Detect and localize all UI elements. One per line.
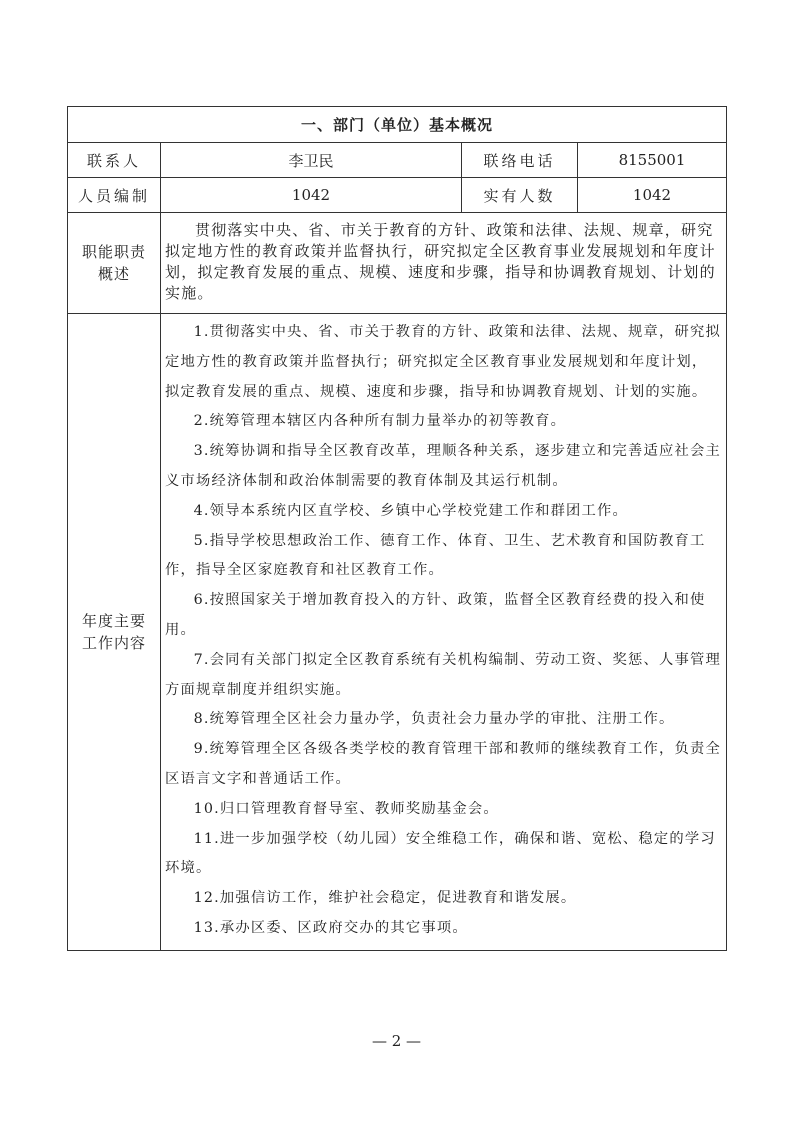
duties-text: 贯彻落实中央、省、市关于教育的方针、政策和法律、法规、规章，研究拟定地方性的教育政策并监督执行，研究拟定全区教育事业发展规划和年度计划，拟定教育发展的重点、规模、速度和步骤，指导和协调教育规划、计划的实施。	[161, 213, 727, 314]
duties-label-line2: 概述	[97, 265, 130, 283]
work-item: 3.统筹协调和指导全区教育改革，理顺各种关系，逐步建立和完善适应社会主义市场经济体制和政治体制需要的教育体制及其运行机制。	[165, 443, 722, 489]
work-label-line1: 年度主要	[81, 611, 146, 630]
contact-label: 联系人	[68, 143, 161, 178]
work-item: 7.会同有关部门拟定全区教育系统有关机构编制、劳动工资、奖惩、人事管理方面规章制度并组织实施。	[165, 651, 722, 698]
work-item: 6.按照国家关于增加教育投入的方针、政策，监督全区教育经费的投入和使用。	[165, 592, 706, 638]
work-item: 1.贯彻落实中央、省、市关于教育的方针、政策和法律、法规、规章，研究拟定地方性的教育政策并监督执行；研究拟定全区教育事业发展规划和年度计划，拟定教育发展的重点、规模、速度和步骤，指导和协调教育规划、计划的实施。	[165, 324, 722, 400]
staffing-label: 人员编制	[68, 178, 161, 213]
work-item: 4.领导本系统内区直学校、乡镇中心学校党建工作和群团工作。	[193, 502, 629, 519]
work-item: 9.统筹管理全区各级各类学校的教育管理干部和教师的继续教育工作，负责全区语言文字和普通话工作。	[165, 741, 722, 787]
work-item: 2.统筹管理本辖区内各种所有制力量举办的初等教育。	[193, 413, 567, 430]
phone-value: 8155001	[578, 143, 727, 178]
actual-staff-label: 实有人数	[462, 178, 578, 213]
page-number: — 2 —	[371, 1032, 422, 1050]
duties-label	[68, 213, 161, 314]
duties-label-line1: 职能职责	[81, 243, 146, 261]
work-item: 5.指导学校思想政治工作、德育工作、体育、卫生、艺术教育和国防教育工作，指导全区家庭教育和社区教育工作。	[165, 532, 706, 579]
department-overview-table	[67, 106, 727, 951]
work-item: 13.承办区委、区政府交办的其它事项。	[193, 919, 468, 936]
actual-staff-value: 1042	[578, 178, 727, 213]
work-item: 12.加强信访工作，维护社会稳定，促进教育和谐发展。	[193, 890, 577, 907]
work-label-line2: 工作内容	[81, 633, 146, 652]
staffing-value: 1042	[161, 178, 462, 213]
work-item: 8.统筹管理全区社会力量办学，负责社会力量办学的审批、注册工作。	[193, 711, 675, 728]
work-item: 11.进一步加强学校（幼儿园）安全维稳工作，确保和谐、宽松、稳定的学习环境。	[165, 830, 716, 877]
work-label	[68, 314, 161, 951]
table-title: 一、部门（单位）基本概况	[68, 107, 727, 143]
work-item: 10.归口管理教育督导室、教师奖励基金会。	[193, 800, 499, 817]
work-content	[161, 314, 727, 951]
contact-value: 李卫民	[161, 143, 462, 178]
phone-label: 联络电话	[462, 143, 578, 178]
